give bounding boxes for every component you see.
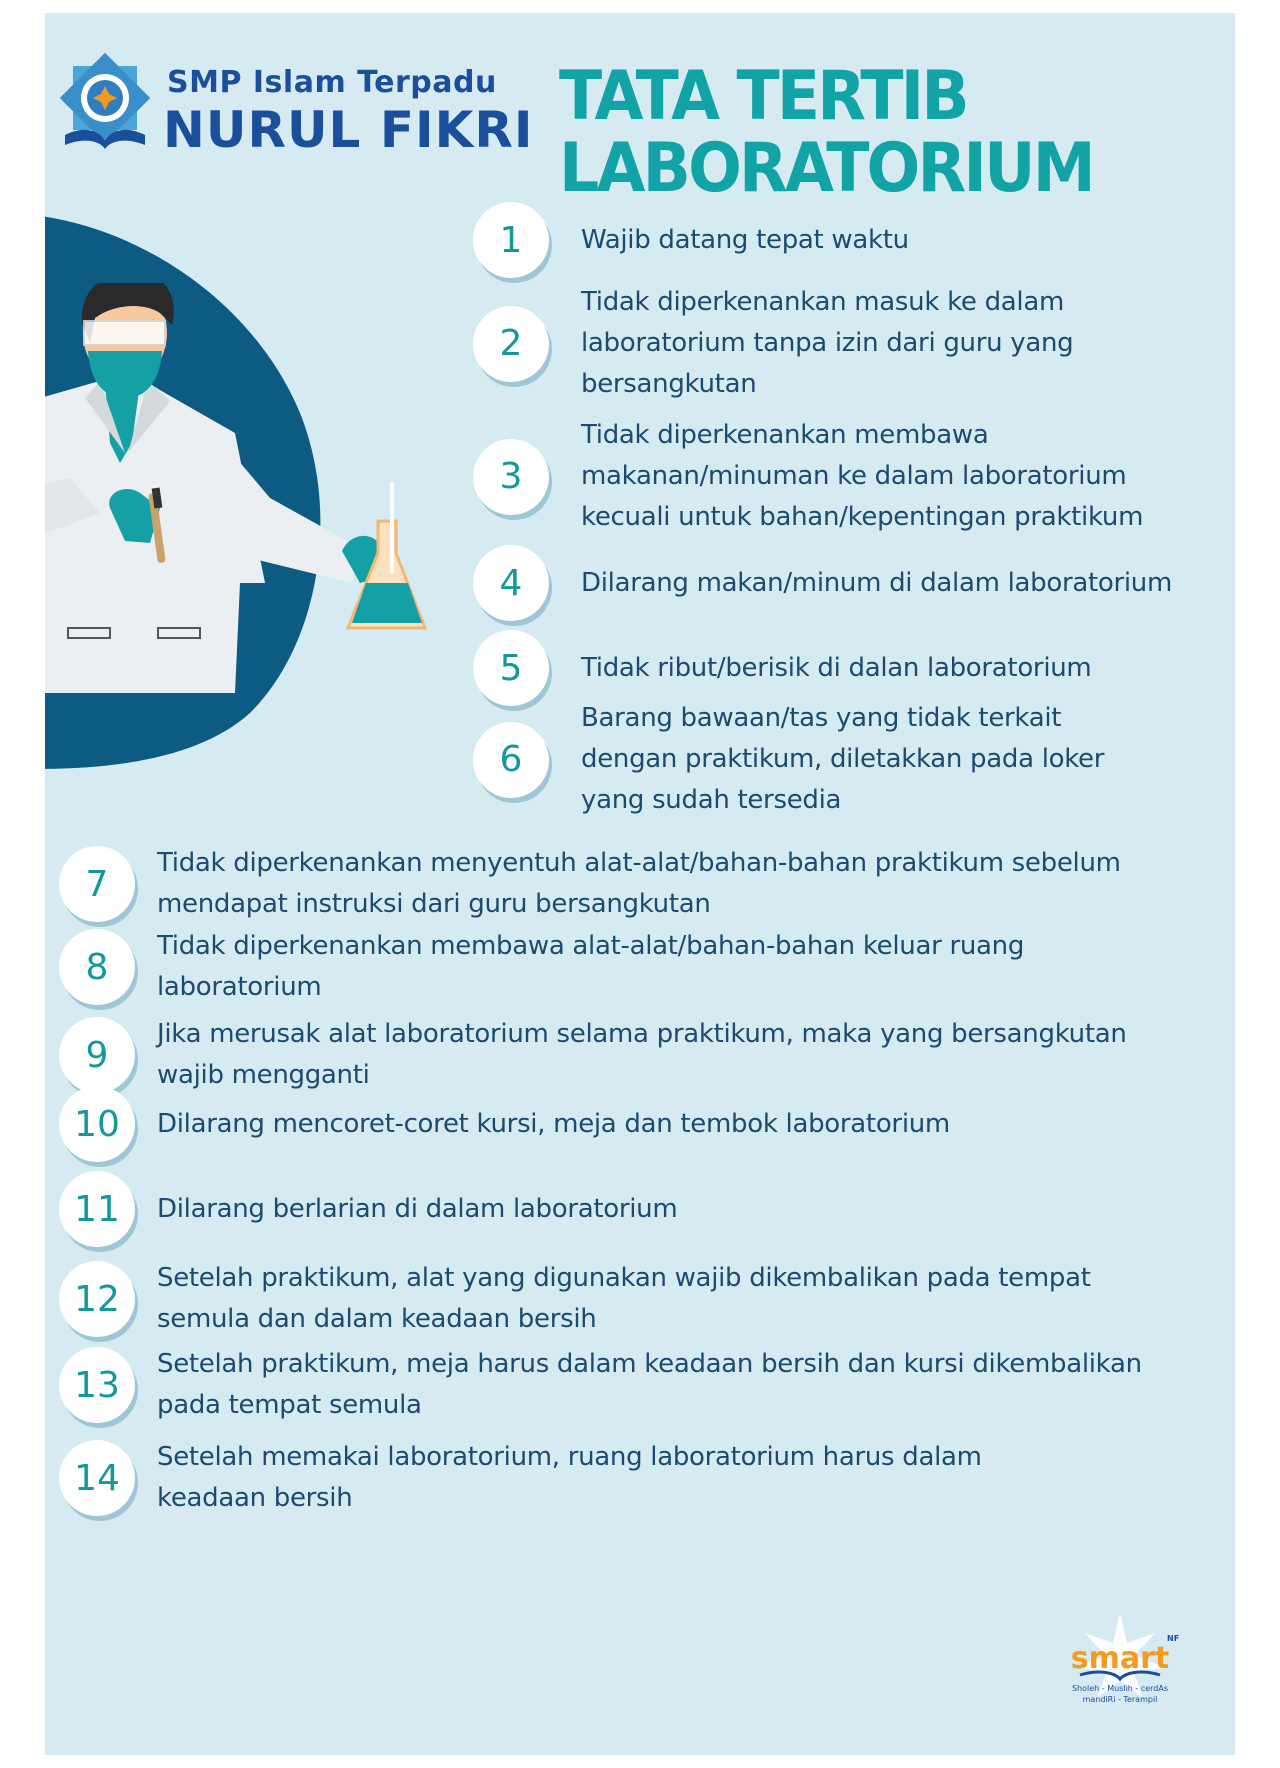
rule-item (473, 202, 909, 278)
rule-number-badge: 3 (473, 439, 549, 515)
rule-item (473, 545, 1172, 621)
rule-text (581, 698, 1104, 821)
rule-item (473, 698, 1104, 821)
rule-item (59, 843, 1121, 925)
rule-text (581, 648, 1091, 689)
rule-text (157, 843, 1121, 925)
rule-text-line: Dilarang berlarian di dalam laboratorium (157, 1193, 678, 1224)
rule-text-line: laboratorium (157, 972, 322, 1002)
page-title-line-1: TATA TERTIB (559, 57, 967, 136)
rule-text-line: Tidak diperkenankan membawa alat-alat/bahan-bahan keluar ruang (157, 931, 1025, 961)
rule-text-line: Setelah praktikum, alat yang digunakan wajib dikembalikan pada tempat (157, 1263, 1091, 1293)
smart-logo-word: smart (1070, 1641, 1170, 1676)
rule-text (157, 926, 1024, 1008)
rule-item (59, 1171, 677, 1247)
rule-number-badge: 5 (473, 630, 549, 706)
rule-number-badge: 11 (59, 1171, 135, 1247)
rule-text (581, 282, 1073, 405)
rule-text-line: Tidak diperkenankan masuk ke dalam (581, 287, 1064, 317)
rule-text-line: Setelah praktikum, meja harus dalam keadaan bersih dan kursi dikembalikan (157, 1349, 1142, 1379)
school-name-line-2: NURUL FIKRI (163, 101, 534, 159)
rule-text-line: Jika merusak alat laboratorium selama praktikum, maka yang bersangkutan (157, 1019, 1127, 1049)
rule-text (157, 1014, 1127, 1096)
rule-text-line: Dilarang makan/minum di dalam laboratorium (581, 567, 1172, 598)
rule-text-line: Wajib datang tepat waktu (581, 224, 909, 255)
rule-item (59, 1086, 950, 1162)
rule-text (581, 563, 1172, 604)
rule-number-badge: 8 (59, 929, 135, 1005)
rule-text-line: semula dan dalam keadaan bersih (157, 1304, 597, 1334)
rule-item (59, 1258, 1091, 1340)
rule-text-line: wajib mengganti (157, 1060, 370, 1090)
rule-text-line: makanan/minuman ke dalam laboratorium (581, 461, 1127, 491)
rule-text (157, 1104, 950, 1145)
rule-text (157, 1189, 677, 1230)
rule-text (157, 1437, 982, 1519)
rule-text-line: Tidak ribut/berisik di dalan laboratorium (581, 652, 1092, 683)
rule-text-line: bersangkutan (581, 369, 757, 399)
rule-text-line: laboratorium tanpa izin dari guru yang (581, 328, 1074, 358)
rule-text-line: keadaan bersih (157, 1483, 353, 1513)
school-name-line-1: SMP Islam Terpadu (167, 65, 497, 100)
rule-number-badge: 13 (59, 1347, 135, 1423)
rule-number-badge: 4 (473, 545, 549, 621)
rule-number-badge: 6 (473, 722, 549, 798)
rule-text-line: Tidak diperkenankan membawa (581, 420, 989, 450)
rule-text-line: Barang bawaan/tas yang tidak terkait (581, 703, 1062, 733)
rule-text-line: yang sudah tersedia (581, 785, 842, 815)
rule-text (581, 415, 1143, 538)
rule-number-badge: 9 (59, 1017, 135, 1093)
rule-number-badge: 10 (59, 1086, 135, 1162)
rule-text-line: kecuali untuk bahan/kepentingan praktikum (581, 502, 1144, 532)
smart-logo-tagline-2: mandiRi - Terampil (1082, 1695, 1158, 1704)
rule-text (157, 1258, 1091, 1340)
rule-item (473, 630, 1091, 706)
rule-text-line: Dilarang mencoret-coret kursi, meja dan tembok laboratorium (157, 1108, 950, 1139)
smart-nf-logo (1055, 1613, 1185, 1713)
rule-number-badge: 14 (59, 1440, 135, 1516)
scientist-illustration (45, 283, 470, 723)
rule-text (157, 1344, 1142, 1426)
rule-item (59, 926, 1024, 1008)
page-title-line-2: LABORATORIUM (559, 129, 1093, 208)
rule-text-line: pada tempat semula (157, 1390, 422, 1420)
rule-text-line: Tidak diperkenankan menyentuh alat-alat/bahan-bahan praktikum sebelum (157, 848, 1121, 878)
rule-number-badge: 12 (59, 1261, 135, 1337)
rule-text (581, 220, 909, 261)
rule-text-line: Setelah memakai laboratorium, ruang laboratorium harus dalam (157, 1442, 982, 1472)
rule-item (473, 282, 1073, 405)
rule-text-line: dengan praktikum, diletakkan pada loker (581, 744, 1105, 774)
rule-item (59, 1344, 1142, 1426)
poster (45, 13, 1235, 1755)
school-logo-icon (55, 53, 155, 153)
rule-number-badge: 7 (59, 846, 135, 922)
rule-number-badge: 2 (473, 306, 549, 382)
smart-logo-tagline-1: Sholeh - Muslih - cerdAs (1071, 1684, 1169, 1693)
smart-logo-superscript: NF (1167, 1634, 1180, 1643)
rule-item (473, 415, 1143, 538)
rule-item (59, 1437, 982, 1519)
rule-number-badge: 1 (473, 202, 549, 278)
rule-item (59, 1014, 1127, 1096)
rule-text-line: mendapat instruksi dari guru bersangkutan (157, 889, 711, 919)
